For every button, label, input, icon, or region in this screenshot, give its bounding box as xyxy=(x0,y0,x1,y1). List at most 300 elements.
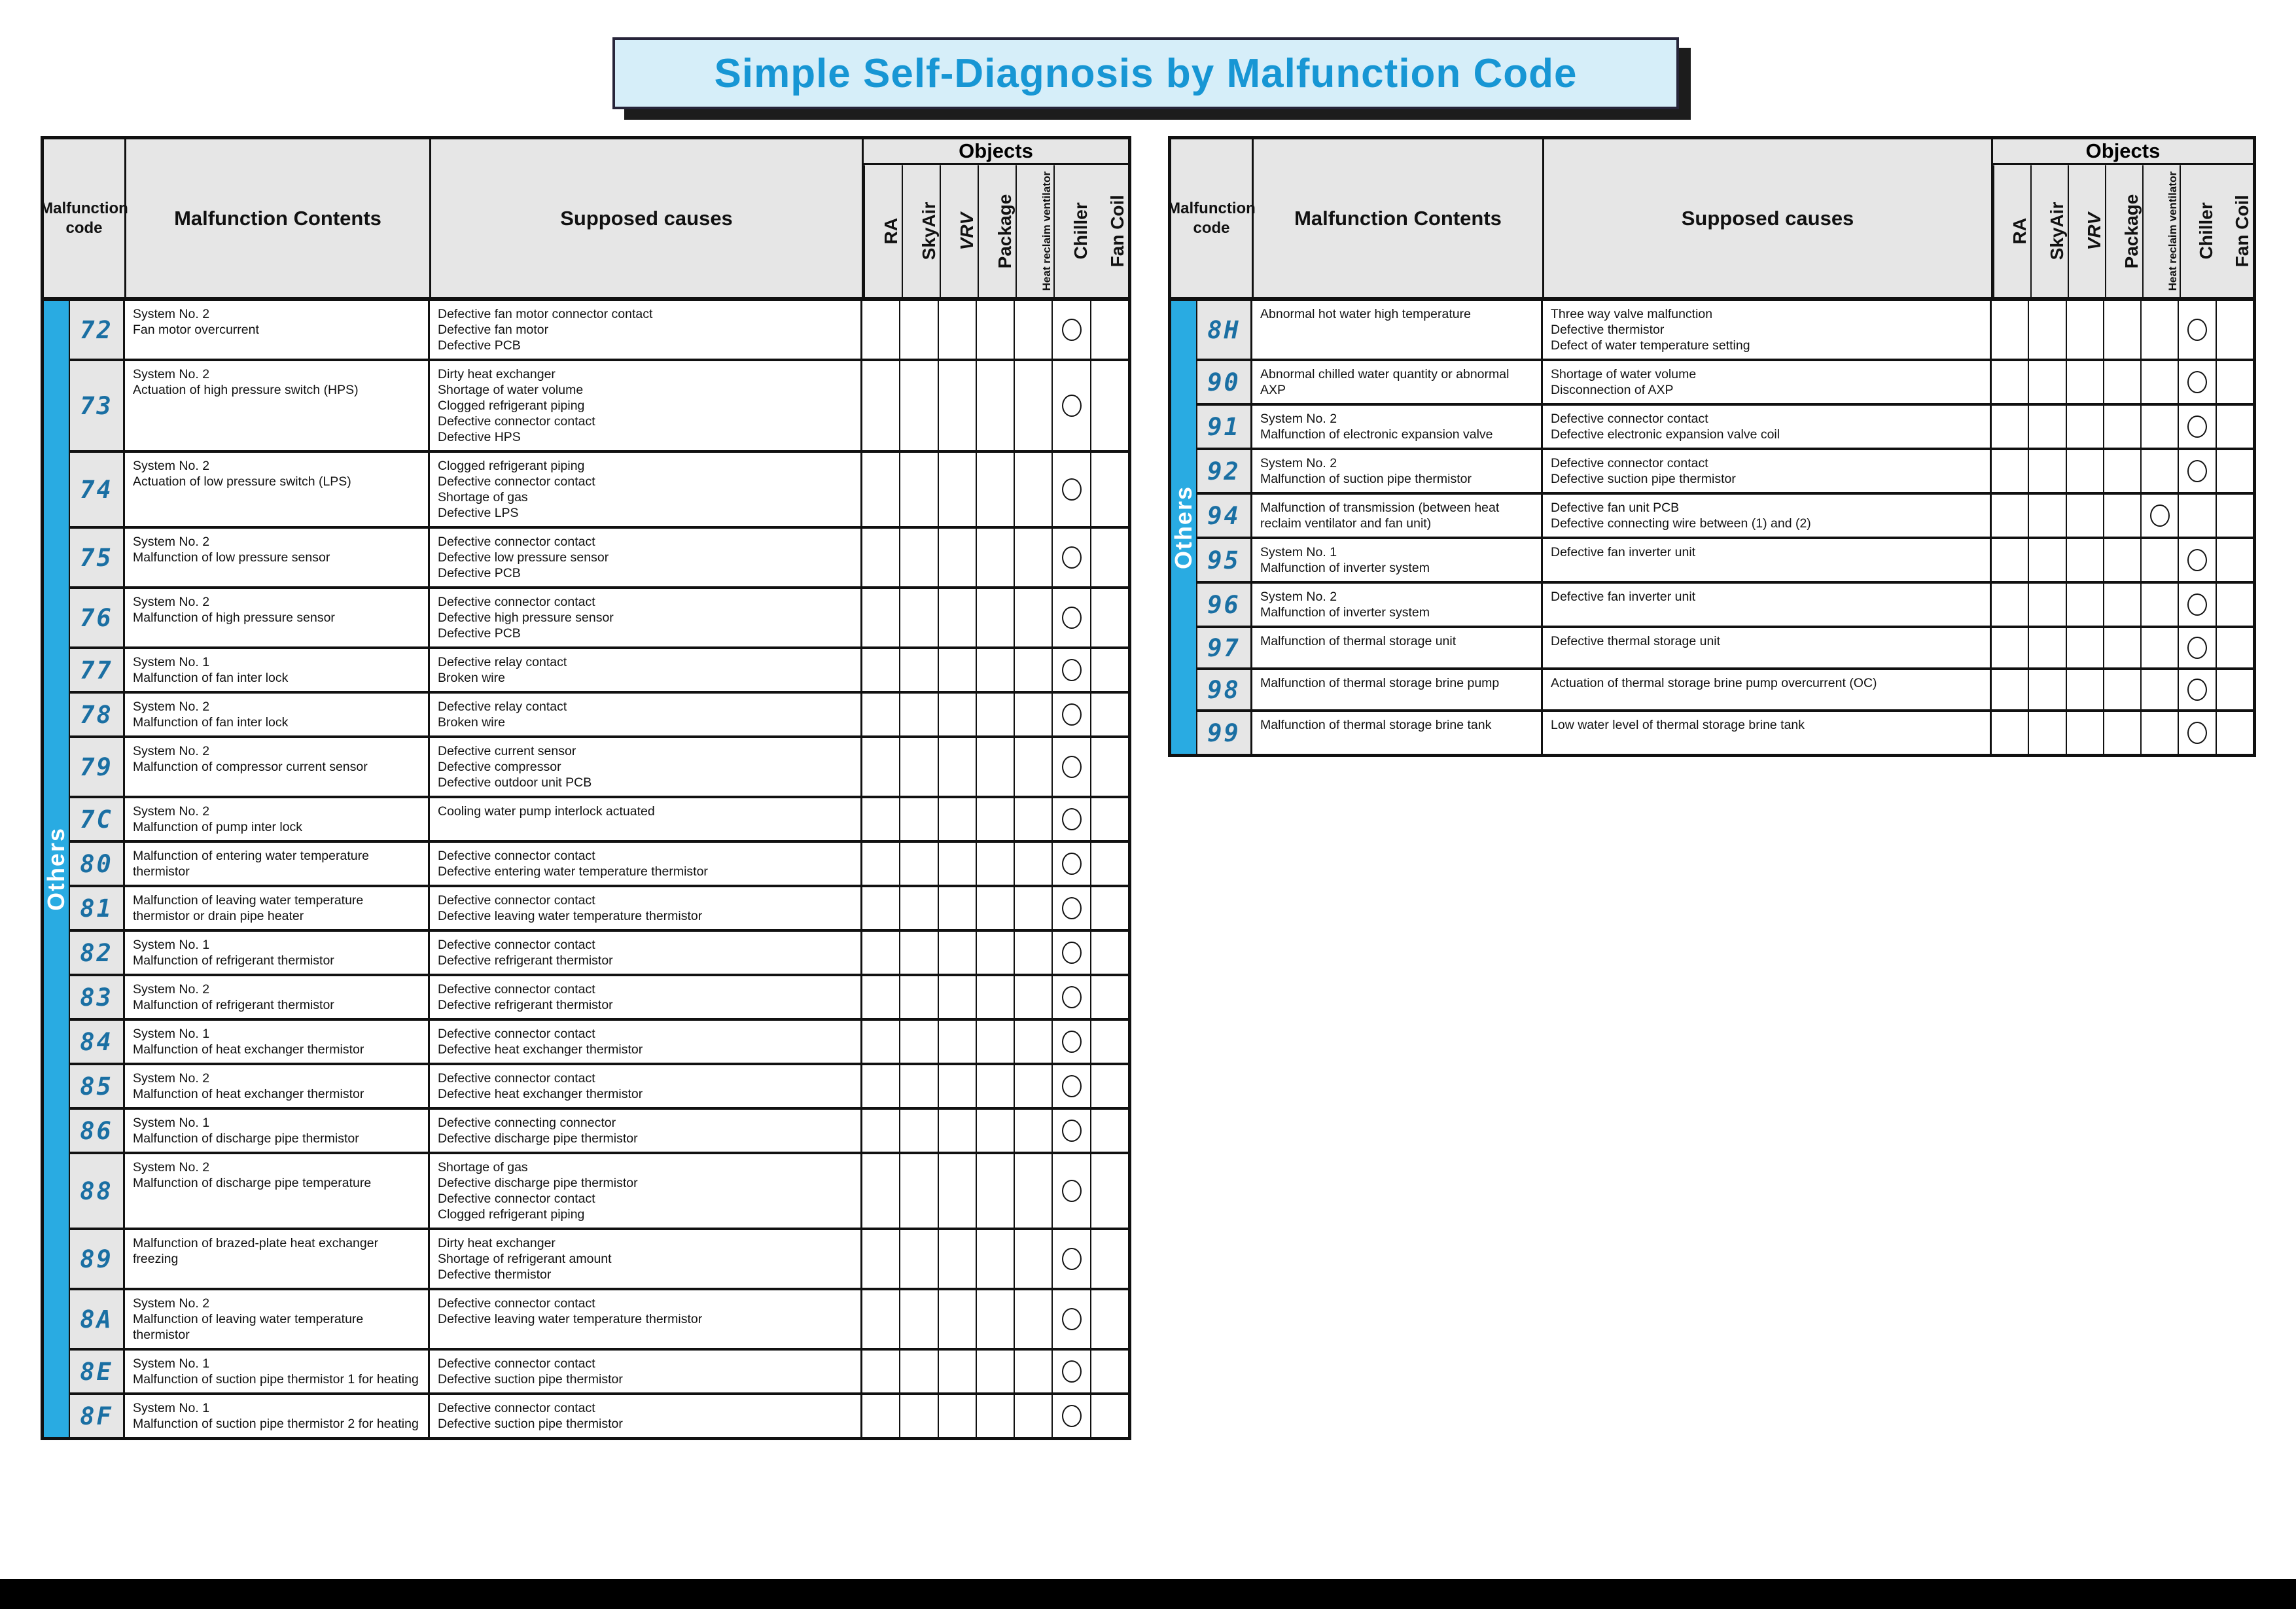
object-cell-package xyxy=(977,738,1015,796)
applicable-mark xyxy=(1062,1405,1082,1427)
malfunction-code-cell xyxy=(1197,406,1252,448)
object-cells xyxy=(1992,584,2253,626)
object-cell-skyair xyxy=(900,694,938,735)
object-cell-skyair xyxy=(900,843,938,885)
object-cell-fan-coil xyxy=(2217,361,2253,403)
others-category-bar xyxy=(44,301,70,1437)
applicable-mark xyxy=(1062,1031,1082,1053)
table-header xyxy=(40,139,1128,301)
object-cells xyxy=(862,976,1128,1018)
object-cells xyxy=(862,738,1128,796)
object-cell-chiller xyxy=(1053,361,1091,450)
object-cell-ra xyxy=(862,1021,900,1063)
applicable-mark xyxy=(2187,319,2207,341)
object-cell-vrv xyxy=(939,361,977,450)
object-cell-skyair xyxy=(900,1351,938,1392)
object-cell-heat-reclaim-ventilator xyxy=(1015,589,1053,646)
object-cell-chiller xyxy=(2179,301,2216,359)
object-cell-heat-reclaim-ventilator xyxy=(1015,887,1053,929)
object-cell-chiller xyxy=(2179,584,2216,626)
object-cell-heat-reclaim-ventilator xyxy=(2142,712,2179,754)
object-cell-skyair xyxy=(900,529,938,586)
object-cell-ra xyxy=(862,1351,900,1392)
object-cells xyxy=(862,887,1128,929)
supposed-causes-cell: Shortage of water volume Disconnection of AXP xyxy=(1543,361,1992,403)
object-cell-ra xyxy=(862,529,900,586)
object-cell-skyair xyxy=(2029,361,2066,403)
object-cell-fan-coil xyxy=(1091,1021,1128,1063)
object-cell-fan-coil xyxy=(1091,649,1128,691)
supposed-causes-cell: Defective fan motor connector contact Defective fan motor Defective PCB xyxy=(430,301,862,359)
object-cell-chiller xyxy=(1053,649,1091,691)
object-cells xyxy=(862,649,1128,691)
object-cell-vrv xyxy=(939,1021,977,1063)
malfunction-code-cell xyxy=(70,1230,125,1288)
object-cell-vrv xyxy=(939,738,977,796)
malfunction-code: 73 xyxy=(80,391,113,420)
malfunction-code: 97 xyxy=(1207,633,1241,662)
object-cells xyxy=(862,932,1128,974)
object-cell-fan-coil xyxy=(2217,712,2253,754)
malfunction-code: 92 xyxy=(1207,457,1241,486)
object-cell-ra xyxy=(862,1290,900,1348)
object-cell-fan-coil xyxy=(1091,887,1128,929)
header-objects: Objects xyxy=(864,139,1128,165)
object-cell-vrv xyxy=(939,1065,977,1107)
object-cell-heat-reclaim-ventilator xyxy=(1015,1065,1053,1107)
object-cell-skyair xyxy=(900,798,938,840)
object-cells xyxy=(862,1351,1128,1392)
object-cells xyxy=(862,694,1128,735)
object-cell-vrv xyxy=(2067,628,2104,667)
page-title: Simple Self-Diagnosis by Malfunction Code xyxy=(714,50,1578,96)
header-malfunction-code: Malfunction code xyxy=(1171,139,1254,297)
supposed-causes-cell: Shortage of gas Defective discharge pipe thermistor Defective connector contact Clogged refrigerant piping xyxy=(430,1154,862,1228)
malfunction-contents-cell: Abnormal chilled water quantity or abnormal AXP xyxy=(1252,361,1543,403)
supposed-causes-cell: Dirty heat exchanger Shortage of refrigerant amount Defective thermistor xyxy=(430,1230,862,1288)
object-cell-fan-coil xyxy=(1091,798,1128,840)
malfunction-contents-cell: System No. 1 Malfunction of discharge pipe thermistor xyxy=(125,1110,430,1152)
object-cell-chiller xyxy=(1053,1065,1091,1107)
object-cell-skyair xyxy=(900,1395,938,1437)
object-cell-skyair xyxy=(900,649,938,691)
malfunction-code: 8E xyxy=(80,1357,113,1386)
object-cell-skyair xyxy=(2029,584,2066,626)
malfunction-code-cell xyxy=(70,1395,125,1437)
malfunction-code: 8H xyxy=(1207,315,1241,344)
malfunction-code: 90 xyxy=(1207,368,1241,397)
applicable-mark xyxy=(2187,722,2207,744)
object-column-header: SkyAir xyxy=(2030,165,2068,297)
object-columns xyxy=(1993,165,2253,297)
supposed-causes-cell: Low water level of thermal storage brine tank xyxy=(1543,712,1992,754)
object-cell-heat-reclaim-ventilator xyxy=(1015,738,1053,796)
table-row xyxy=(70,529,1128,589)
malfunction-code: 89 xyxy=(80,1245,113,1273)
object-cell-heat-reclaim-ventilator xyxy=(1015,361,1053,450)
object-cell-heat-reclaim-ventilator xyxy=(1015,798,1053,840)
object-cell-vrv xyxy=(939,1154,977,1228)
object-cell-chiller xyxy=(2179,628,2216,667)
object-columns xyxy=(864,165,1128,297)
object-cell-chiller xyxy=(2179,450,2216,492)
object-cell-fan-coil xyxy=(1091,453,1128,526)
object-cell-vrv xyxy=(2067,670,2104,709)
object-cell-skyair xyxy=(900,1065,938,1107)
object-cell-vrv xyxy=(2067,539,2104,581)
malfunction-code-cell xyxy=(1197,450,1252,492)
object-cell-package xyxy=(2104,670,2142,709)
object-cell-package xyxy=(977,529,1015,586)
object-cell-ra xyxy=(1992,712,2029,754)
malfunction-contents-cell: Malfunction of entering water temperature thermistor xyxy=(125,843,430,885)
table-row xyxy=(1197,301,2253,361)
object-cell-fan-coil xyxy=(1091,1065,1128,1107)
object-cell-skyair xyxy=(900,1230,938,1288)
object-column-header: Package xyxy=(978,165,1016,297)
malfunction-code: 81 xyxy=(80,894,113,923)
object-cell-vrv xyxy=(939,649,977,691)
supposed-causes-cell: Actuation of thermal storage brine pump overcurrent (OC) xyxy=(1543,670,1992,709)
applicable-mark xyxy=(1062,1180,1082,1202)
object-cell-heat-reclaim-ventilator xyxy=(2142,628,2179,667)
object-cell-skyair xyxy=(900,301,938,359)
table-row xyxy=(1197,495,2253,539)
object-cell-heat-reclaim-ventilator xyxy=(2142,670,2179,709)
object-cell-vrv xyxy=(939,453,977,526)
object-cell-ra xyxy=(862,843,900,885)
object-cell-fan-coil xyxy=(2217,584,2253,626)
object-cell-chiller xyxy=(2179,495,2216,537)
object-cell-skyair xyxy=(2029,450,2066,492)
supposed-causes-cell: Defective relay contact Broken wire xyxy=(430,649,862,691)
object-cell-skyair xyxy=(2029,301,2066,359)
object-cell-heat-reclaim-ventilator xyxy=(1015,649,1053,691)
malfunction-code: 72 xyxy=(80,315,113,344)
object-cell-chiller xyxy=(1053,1351,1091,1392)
page-title-box xyxy=(612,37,1679,109)
applicable-mark xyxy=(2187,416,2207,438)
table-row xyxy=(1197,539,2253,584)
supposed-causes-cell: Defective connector contact Defective refrigerant thermistor xyxy=(430,932,862,974)
object-cell-chiller xyxy=(1053,529,1091,586)
supposed-causes-cell: Defective relay contact Broken wire xyxy=(430,694,862,735)
object-cell-chiller xyxy=(1053,1110,1091,1152)
header-malfunction-contents: Malfunction Contents xyxy=(1254,139,1544,297)
object-cell-vrv xyxy=(2067,495,2104,537)
object-cell-fan-coil xyxy=(2217,670,2253,709)
malfunction-code-cell xyxy=(70,1021,125,1063)
object-column-header: Fan Coil xyxy=(1107,194,1127,268)
malfunction-contents-cell: Malfunction of brazed-plate heat exchanger freezing xyxy=(125,1230,430,1288)
object-cell-package xyxy=(2104,450,2142,492)
malfunction-code: 75 xyxy=(80,543,113,572)
object-cell-skyair xyxy=(900,589,938,646)
supposed-causes-cell: Defective connector contact Defective suction pipe thermistor xyxy=(1543,450,1992,492)
object-cell-heat-reclaim-ventilator xyxy=(2142,301,2179,359)
table-row xyxy=(70,694,1128,738)
object-cell-chiller xyxy=(1053,1395,1091,1437)
table-row xyxy=(70,1154,1128,1230)
malfunction-code-cell xyxy=(1197,584,1252,626)
malfunction-contents-cell: System No. 2 Malfunction of high pressure sensor xyxy=(125,589,430,646)
object-column-header: RA xyxy=(1993,165,2030,297)
object-cell-vrv xyxy=(939,1110,977,1152)
header-supposed-causes: Supposed causes xyxy=(431,139,864,297)
object-cell-chiller xyxy=(1053,932,1091,974)
object-cell-package xyxy=(977,1230,1015,1288)
table-row xyxy=(1197,584,2253,628)
object-cell-package xyxy=(977,694,1015,735)
object-cell-chiller xyxy=(2179,712,2216,754)
object-column-header: VRV xyxy=(2068,165,2105,297)
object-cell-package xyxy=(2104,628,2142,667)
supposed-causes-cell: Defective connector contact Defective entering water temperature thermistor xyxy=(430,843,862,885)
object-cell-vrv xyxy=(2067,361,2104,403)
table-row xyxy=(70,738,1128,798)
malfunction-code-cell xyxy=(70,1290,125,1348)
object-cell-package xyxy=(977,361,1015,450)
object-cell-chiller xyxy=(1053,738,1091,796)
object-cell-package xyxy=(977,1154,1015,1228)
object-cell-fan-coil xyxy=(2217,539,2253,581)
table-row xyxy=(70,649,1128,694)
malfunction-code-cell xyxy=(70,843,125,885)
malfunction-contents-cell: System No. 1 Malfunction of suction pipe thermistor 1 for heating xyxy=(125,1351,430,1392)
object-cells xyxy=(862,301,1128,359)
applicable-mark xyxy=(1062,478,1082,501)
malfunction-code: 96 xyxy=(1207,590,1241,619)
object-cell-heat-reclaim-ventilator xyxy=(2142,450,2179,492)
object-cells xyxy=(1992,361,2253,403)
malfunction-contents-cell: Malfunction of thermal storage brine pump xyxy=(1252,670,1543,709)
object-cell-package xyxy=(2104,406,2142,448)
object-cell-ra xyxy=(1992,450,2029,492)
applicable-mark xyxy=(1062,853,1082,875)
object-column-header: RA xyxy=(864,165,902,297)
table-header xyxy=(1167,139,2253,301)
object-cell-fan-coil xyxy=(1091,1290,1128,1348)
malfunction-contents-cell: System No. 1 Malfunction of heat exchanger thermistor xyxy=(125,1021,430,1063)
object-cell-heat-reclaim-ventilator xyxy=(1015,932,1053,974)
object-cell-heat-reclaim-ventilator xyxy=(1015,1290,1053,1348)
object-cell-fan-coil xyxy=(2217,406,2253,448)
object-cell-package xyxy=(2104,495,2142,537)
object-cells xyxy=(1992,301,2253,359)
table-rows xyxy=(70,301,1128,1437)
applicable-mark xyxy=(1062,1248,1082,1270)
malfunction-code-cell xyxy=(70,589,125,646)
supposed-causes-cell: Defective connector contact Defective electronic expansion valve coil xyxy=(1543,406,1992,448)
object-cell-package xyxy=(2104,712,2142,754)
object-cell-skyair xyxy=(900,453,938,526)
object-cells xyxy=(862,1154,1128,1228)
malfunction-code: 82 xyxy=(80,938,113,967)
malfunction-code-cell xyxy=(70,1154,125,1228)
applicable-mark xyxy=(1062,546,1082,569)
malfunction-contents-cell: System No. 2 Malfunction of pump inter lock xyxy=(125,798,430,840)
object-cell-package xyxy=(977,453,1015,526)
object-cell-chiller xyxy=(1053,1021,1091,1063)
object-cell-skyair xyxy=(900,1290,938,1348)
object-cell-vrv xyxy=(939,694,977,735)
malfunction-contents-cell: System No. 2 Malfunction of suction pipe thermistor xyxy=(1252,450,1543,492)
object-cell-vrv xyxy=(2067,450,2104,492)
malfunction-contents-cell: System No. 2 Actuation of low pressure switch (LPS) xyxy=(125,453,430,526)
object-cell-heat-reclaim-ventilator xyxy=(1015,1021,1053,1063)
supposed-causes-cell: Defective connector contact Defective leaving water temperature thermistor xyxy=(430,887,862,929)
supposed-causes-cell: Defective fan inverter unit xyxy=(1543,584,1992,626)
object-cell-vrv xyxy=(939,589,977,646)
object-cells xyxy=(862,798,1128,840)
malfunction-contents-cell: System No. 2 Actuation of high pressure switch (HPS) xyxy=(125,361,430,450)
object-cells xyxy=(862,1021,1128,1063)
applicable-mark xyxy=(1062,659,1082,681)
supposed-causes-cell: Defective connector contact Defective refrigerant thermistor xyxy=(430,976,862,1018)
malfunction-contents-cell: Abnormal hot water high temperature xyxy=(1252,301,1543,359)
object-cell-fan-coil xyxy=(1091,1351,1128,1392)
object-cell-heat-reclaim-ventilator xyxy=(2142,495,2179,537)
object-cell-vrv xyxy=(939,932,977,974)
object-cells xyxy=(1992,670,2253,709)
object-cell-skyair xyxy=(2029,628,2066,667)
object-cell-package xyxy=(977,1395,1015,1437)
object-cell-vrv xyxy=(939,1290,977,1348)
applicable-mark xyxy=(1062,808,1082,830)
table-row xyxy=(70,1290,1128,1351)
object-cell-package xyxy=(977,1290,1015,1348)
malfunction-code-cell xyxy=(70,361,125,450)
malfunction-code-cell xyxy=(70,453,125,526)
object-cell-chiller xyxy=(1053,694,1091,735)
malfunction-code: 95 xyxy=(1207,546,1241,575)
object-cell-chiller xyxy=(2179,361,2216,403)
object-cell-package xyxy=(977,798,1015,840)
supposed-causes-cell: Cooling water pump interlock actuated xyxy=(430,798,862,840)
malfunction-contents-cell: System No. 2 Malfunction of refrigerant thermistor xyxy=(125,976,430,1018)
object-cell-vrv xyxy=(2067,406,2104,448)
supposed-causes-cell: Clogged refrigerant piping Defective connector contact Shortage of gas Defective LPS xyxy=(430,453,862,526)
table-row xyxy=(1197,712,2253,754)
malfunction-code: 85 xyxy=(80,1072,113,1101)
object-cell-chiller xyxy=(2179,406,2216,448)
malfunction-code: 80 xyxy=(80,849,113,878)
object-cell-vrv xyxy=(939,301,977,359)
object-cell-fan-coil xyxy=(2217,628,2253,667)
object-cell-skyair xyxy=(900,738,938,796)
table-row xyxy=(70,932,1128,976)
object-cell-chiller xyxy=(2179,670,2216,709)
table-row xyxy=(70,1230,1128,1290)
object-cell-heat-reclaim-ventilator xyxy=(1015,453,1053,526)
object-cell-fan-coil xyxy=(1091,1230,1128,1288)
object-cell-skyair xyxy=(2029,712,2066,754)
object-cell-heat-reclaim-ventilator xyxy=(1015,1351,1053,1392)
object-cell-fan-coil xyxy=(1091,589,1128,646)
applicable-mark xyxy=(2187,460,2207,482)
object-cell-heat-reclaim-ventilator xyxy=(1015,1154,1053,1228)
object-cell-chiller xyxy=(1053,1154,1091,1228)
malfunction-contents-cell: System No. 2 Malfunction of inverter system xyxy=(1252,584,1543,626)
table-row xyxy=(1197,406,2253,450)
supposed-causes-cell: Defective connector contact Defective leaving water temperature thermistor xyxy=(430,1290,862,1348)
table-row xyxy=(70,843,1128,887)
malfunction-contents-cell: System No. 2 Malfunction of discharge pipe temperature xyxy=(125,1154,430,1228)
object-cell-vrv xyxy=(939,1351,977,1392)
object-cell-package xyxy=(977,932,1015,974)
object-cell-package xyxy=(977,589,1015,646)
table-row xyxy=(70,453,1128,529)
object-cell-ra xyxy=(1992,361,2029,403)
object-column-header: Heat reclaim ventilator xyxy=(1016,165,1053,297)
object-cell-ra xyxy=(1992,670,2029,709)
object-cells xyxy=(862,589,1128,646)
object-column-header: Package xyxy=(2105,165,2142,297)
applicable-mark xyxy=(1062,703,1082,726)
applicable-mark xyxy=(1062,756,1082,778)
object-cell-heat-reclaim-ventilator xyxy=(1015,1230,1053,1288)
malfunction-code-cell xyxy=(1197,712,1252,754)
object-cells xyxy=(862,843,1128,885)
malfunction-code: 94 xyxy=(1207,501,1241,530)
malfunction-code: 8F xyxy=(80,1402,113,1430)
object-cell-ra xyxy=(862,1065,900,1107)
applicable-mark xyxy=(1062,897,1082,919)
object-cells xyxy=(1992,628,2253,667)
malfunction-contents-cell: System No. 1 Malfunction of refrigerant thermistor xyxy=(125,932,430,974)
object-cell-ra xyxy=(1992,628,2029,667)
object-cell-chiller xyxy=(1053,453,1091,526)
object-cells xyxy=(862,361,1128,450)
object-cells xyxy=(862,529,1128,586)
table-rows xyxy=(1197,301,2253,754)
object-cell-package xyxy=(2104,539,2142,581)
object-cell-package xyxy=(2104,361,2142,403)
supposed-causes-cell: Defective fan unit PCB Defective connecting wire between (1) and (2) xyxy=(1543,495,1992,537)
object-cell-chiller xyxy=(1053,843,1091,885)
malfunction-code-cell xyxy=(70,529,125,586)
object-cell-chiller xyxy=(1053,589,1091,646)
malfunction-code: 77 xyxy=(80,656,113,684)
object-cells xyxy=(862,1110,1128,1152)
object-cell-fan-coil xyxy=(1091,301,1128,359)
applicable-mark xyxy=(2187,371,2207,393)
object-cell-vrv xyxy=(2067,584,2104,626)
object-cell-fan-coil xyxy=(1091,738,1128,796)
object-cell-fan-coil xyxy=(2217,450,2253,492)
object-cell-vrv xyxy=(939,843,977,885)
malfunction-contents-cell: Malfunction of thermal storage unit xyxy=(1252,628,1543,667)
applicable-mark xyxy=(2150,504,2170,527)
malfunction-code-cell xyxy=(1197,628,1252,667)
malfunction-contents-cell: System No. 1 Malfunction of suction pipe thermistor 2 for heating xyxy=(125,1395,430,1437)
object-cell-ra xyxy=(1992,301,2029,359)
object-cell-ra xyxy=(862,1110,900,1152)
applicable-mark xyxy=(1062,319,1082,341)
supposed-causes-cell: Defective current sensor Defective compressor Defective outdoor unit PCB xyxy=(430,738,862,796)
others-category-bar xyxy=(1171,301,1197,754)
malfunction-contents-cell: System No. 2 Fan motor overcurrent xyxy=(125,301,430,359)
malfunction-code: 84 xyxy=(80,1027,113,1056)
header-malfunction-contents: Malfunction Contents xyxy=(126,139,431,297)
supposed-causes-cell: Defective connector contact Defective high pressure sensor Defective PCB xyxy=(430,589,862,646)
object-cell-chiller xyxy=(1053,1230,1091,1288)
supposed-causes-cell: Defective connecting connector Defective discharge pipe thermistor xyxy=(430,1110,862,1152)
table-row xyxy=(1197,450,2253,495)
object-cells xyxy=(862,1230,1128,1288)
object-cells xyxy=(1992,406,2253,448)
object-cells xyxy=(1992,539,2253,581)
